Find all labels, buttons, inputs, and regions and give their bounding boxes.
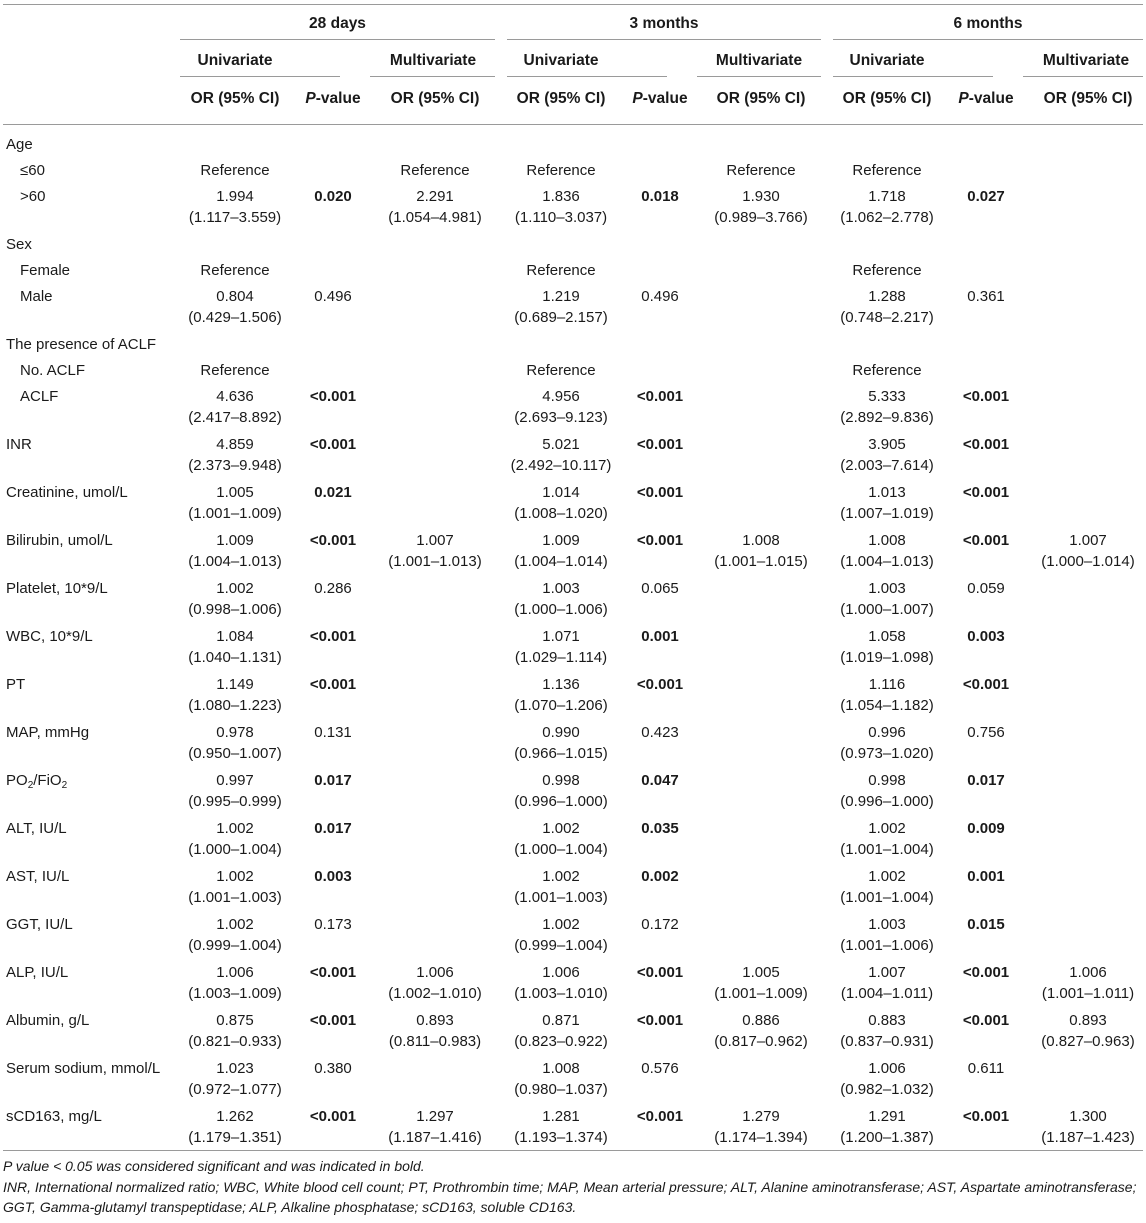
confidence-interval-multivariate: (0.817–0.962) bbox=[714, 1033, 808, 1050]
confidence-interval: (1.001–1.004) bbox=[840, 841, 934, 858]
row-label: Serum sodium, mmol/L bbox=[6, 1060, 161, 1077]
p-value-header: P-value bbox=[632, 90, 688, 107]
row-label: INR bbox=[6, 436, 32, 453]
p-value: 0.027 bbox=[967, 188, 1005, 205]
odds-ratio: 1.002 bbox=[542, 820, 580, 837]
confidence-interval: (1.179–1.351) bbox=[188, 1129, 282, 1146]
univariate-header: Univariate bbox=[523, 52, 599, 69]
multivariate-header: Multivariate bbox=[715, 52, 803, 69]
p-value: 0.017 bbox=[314, 772, 352, 789]
p-value: <0.001 bbox=[309, 964, 357, 981]
period-header: 28 days bbox=[309, 15, 366, 32]
p-value: <0.001 bbox=[636, 388, 684, 405]
p-value: <0.001 bbox=[309, 388, 357, 405]
confidence-interval: (1.200–1.387) bbox=[840, 1129, 934, 1146]
p-value: <0.001 bbox=[309, 436, 357, 453]
confidence-interval: (1.080–1.223) bbox=[188, 697, 282, 714]
odds-ratio: 1.006 bbox=[216, 964, 254, 981]
odds-ratio: 1.009 bbox=[542, 532, 580, 549]
row-label: Platelet, 10*9/L bbox=[6, 580, 108, 597]
confidence-interval-multivariate: (0.811–0.983) bbox=[388, 1033, 482, 1050]
multivariate-rule-0 bbox=[370, 76, 495, 77]
confidence-interval: (0.996–1.000) bbox=[514, 793, 608, 810]
row-label: No. ACLF bbox=[20, 362, 86, 379]
odds-ratio: 1.071 bbox=[542, 628, 580, 645]
odds-ratio-multivariate: 1.297 bbox=[416, 1108, 454, 1125]
confidence-interval: (0.973–1.020) bbox=[840, 745, 934, 762]
confidence-interval: (1.004–1.013) bbox=[840, 553, 934, 570]
period-rule-6m bbox=[833, 39, 1143, 40]
p-value: 0.059 bbox=[967, 580, 1005, 597]
confidence-interval: (1.008–1.020) bbox=[514, 505, 608, 522]
p-value: <0.001 bbox=[309, 1108, 357, 1125]
odds-ratio: 1.008 bbox=[542, 1060, 580, 1077]
confidence-interval-multivariate: (1.000–1.014) bbox=[1041, 553, 1135, 570]
p-value: 0.496 bbox=[314, 288, 352, 305]
odds-ratio: 4.636 bbox=[216, 388, 254, 405]
footnote-abbreviations-1: INR, International normalized ratio; WBC, White blood cell count; PT, Prothrombin time; MAP, Mean arterial pressure; ALT, Alanine aminotransferase; AST, Aspartate aminotransferase; bbox=[3, 1178, 1137, 1195]
odds-ratio: 4.956 bbox=[542, 388, 580, 405]
row-label: WBC, 10*9/L bbox=[6, 628, 93, 645]
p-value: 0.361 bbox=[967, 288, 1005, 305]
odds-ratio-multivariate: 0.893 bbox=[1069, 1012, 1107, 1029]
odds-ratio: 4.859 bbox=[216, 436, 254, 453]
confidence-interval-multivariate: (1.187–1.416) bbox=[388, 1129, 482, 1146]
p-value: <0.001 bbox=[962, 532, 1010, 549]
row-label: sCD163, mg/L bbox=[6, 1108, 102, 1125]
p-value: 0.002 bbox=[641, 868, 679, 885]
odds-ratio: 0.978 bbox=[216, 724, 254, 741]
or-ci-header: OR (95% CI) bbox=[190, 90, 280, 107]
p-value: 0.018 bbox=[641, 188, 679, 205]
p-value: 0.380 bbox=[314, 1060, 352, 1077]
confidence-interval: (2.417–8.892) bbox=[188, 409, 282, 426]
odds-ratio: 1.003 bbox=[868, 580, 906, 597]
confidence-interval: (0.837–0.931) bbox=[840, 1033, 934, 1050]
confidence-interval: (0.982–1.032) bbox=[840, 1081, 934, 1098]
odds-ratio: 1.994 bbox=[216, 188, 254, 205]
confidence-interval: (1.000–1.006) bbox=[514, 601, 608, 618]
odds-ratio: 1.718 bbox=[868, 188, 906, 205]
p-value-header: P-value bbox=[958, 90, 1014, 107]
odds-ratio-multivariate: 1.279 bbox=[742, 1108, 780, 1125]
confidence-interval: (2.693–9.123) bbox=[514, 409, 608, 426]
odds-ratio: 1.058 bbox=[868, 628, 906, 645]
confidence-interval: (1.070–1.206) bbox=[514, 697, 608, 714]
footnote-abbreviations-2: GGT, Gamma-glutamyl transpeptidase; ALP, Alkaline phosphatase; sCD163, soluble CD163. bbox=[3, 1199, 577, 1215]
row-group-label: The presence of ACLF bbox=[6, 336, 157, 353]
confidence-interval-multivariate: (1.001–1.015) bbox=[714, 553, 808, 570]
period-header: 3 months bbox=[629, 15, 699, 32]
odds-ratio: 1.003 bbox=[542, 580, 580, 597]
odds-ratio: 1.002 bbox=[868, 820, 906, 837]
confidence-interval-multivariate: (0.827–0.963) bbox=[1041, 1033, 1135, 1050]
odds-ratio: 1.002 bbox=[216, 580, 254, 597]
table-bottom-rule bbox=[3, 1150, 1143, 1151]
confidence-interval-multivariate: (1.002–1.010) bbox=[388, 985, 482, 1002]
odds-ratio: 1.006 bbox=[542, 964, 580, 981]
confidence-interval: (1.000–1.004) bbox=[514, 841, 608, 858]
confidence-interval: (0.823–0.922) bbox=[514, 1033, 608, 1050]
footnote-significance: P value < 0.05 was considered significant and was indicated in bold. bbox=[3, 1158, 425, 1174]
confidence-interval-multivariate: (1.001–1.009) bbox=[714, 985, 808, 1002]
odds-ratio: 1.281 bbox=[542, 1108, 580, 1125]
odds-ratio: 1.007 bbox=[868, 964, 906, 981]
p-value: <0.001 bbox=[636, 1108, 684, 1125]
odds-ratio: 1.149 bbox=[216, 676, 254, 693]
multivariate-rule-1 bbox=[697, 76, 821, 77]
univariate-header: Univariate bbox=[197, 52, 273, 69]
p-value: 0.172 bbox=[641, 916, 679, 933]
header-bottom-rule bbox=[3, 124, 1143, 125]
odds-ratio: 1.291 bbox=[868, 1108, 906, 1125]
confidence-interval: (1.193–1.374) bbox=[514, 1129, 608, 1146]
p-value: 0.001 bbox=[967, 868, 1005, 885]
p-value: 0.009 bbox=[967, 820, 1005, 837]
odds-ratio: 1.136 bbox=[542, 676, 580, 693]
odds-ratio: 1.116 bbox=[868, 676, 906, 693]
confidence-interval: (0.972–1.077) bbox=[188, 1081, 282, 1098]
or-reference: Reference bbox=[400, 162, 470, 179]
p-value: 0.017 bbox=[967, 772, 1005, 789]
row-label: Male bbox=[20, 288, 53, 305]
p-value: <0.001 bbox=[636, 436, 684, 453]
confidence-interval: (2.003–7.614) bbox=[840, 457, 934, 474]
odds-ratio: 1.006 bbox=[868, 1060, 906, 1077]
or-reference: Reference bbox=[852, 262, 922, 279]
p-value: <0.001 bbox=[309, 1012, 357, 1029]
row-label: PT bbox=[6, 676, 26, 693]
odds-ratio-multivariate: 1.006 bbox=[416, 964, 454, 981]
odds-ratio: 1.005 bbox=[216, 484, 254, 501]
odds-ratio: 1.002 bbox=[542, 916, 580, 933]
odds-ratio: 5.021 bbox=[542, 436, 580, 453]
confidence-interval: (1.007–1.019) bbox=[840, 505, 934, 522]
p-value: <0.001 bbox=[962, 436, 1010, 453]
confidence-interval: (1.019–1.098) bbox=[840, 649, 934, 666]
p-value: 0.131 bbox=[314, 724, 352, 741]
p-value: <0.001 bbox=[309, 628, 357, 645]
p-value: <0.001 bbox=[636, 964, 684, 981]
or-ci-header: OR (95% CI) bbox=[842, 90, 932, 107]
odds-ratio: 1.023 bbox=[216, 1060, 254, 1077]
row-label: ≤60 bbox=[20, 162, 45, 179]
p-value: 0.017 bbox=[314, 820, 352, 837]
odds-ratio-multivariate: 1.300 bbox=[1069, 1108, 1107, 1125]
odds-ratio: 1.002 bbox=[216, 820, 254, 837]
confidence-interval: (1.054–1.182) bbox=[840, 697, 934, 714]
multivariate-header: Multivariate bbox=[1042, 52, 1130, 69]
confidence-interval: (0.429–1.506) bbox=[188, 309, 282, 326]
confidence-interval: (1.001–1.006) bbox=[840, 937, 934, 954]
confidence-interval: (0.689–2.157) bbox=[514, 309, 608, 326]
confidence-interval: (1.003–1.010) bbox=[514, 985, 608, 1002]
confidence-interval: (1.062–2.778) bbox=[840, 209, 934, 226]
confidence-interval: (0.998–1.006) bbox=[188, 601, 282, 618]
p-value-header: P-value bbox=[305, 90, 361, 107]
odds-ratio: 0.998 bbox=[868, 772, 906, 789]
or-reference: Reference bbox=[726, 162, 796, 179]
confidence-interval-multivariate: (0.989–3.766) bbox=[714, 209, 808, 226]
p-value: 0.021 bbox=[314, 484, 352, 501]
confidence-interval-multivariate: (1.001–1.013) bbox=[388, 553, 482, 570]
odds-ratio-multivariate: 1.008 bbox=[742, 532, 780, 549]
or-reference: Reference bbox=[526, 362, 596, 379]
p-value: 0.001 bbox=[641, 628, 679, 645]
p-value: 0.611 bbox=[967, 1060, 1005, 1077]
row-label: ALT, IU/L bbox=[6, 820, 67, 837]
p-value: <0.001 bbox=[309, 532, 357, 549]
odds-ratio: 3.905 bbox=[868, 436, 906, 453]
or-ci-header: OR (95% CI) bbox=[516, 90, 606, 107]
multivariate-rule-2 bbox=[1023, 76, 1143, 77]
row-label: $PO_2/FiO_2$ bbox=[6, 772, 68, 791]
row-label: ALP, IU/L bbox=[6, 964, 69, 981]
odds-ratio: 1.009 bbox=[216, 532, 254, 549]
odds-ratio: 1.002 bbox=[216, 868, 254, 885]
confidence-interval: (0.950–1.007) bbox=[188, 745, 282, 762]
odds-ratio: 0.875 bbox=[216, 1012, 254, 1029]
or-reference: Reference bbox=[526, 262, 596, 279]
odds-ratio-multivariate: 0.886 bbox=[742, 1012, 780, 1029]
confidence-interval: (0.995–0.999) bbox=[188, 793, 282, 810]
p-value: 0.173 bbox=[314, 916, 352, 933]
p-value: <0.001 bbox=[636, 484, 684, 501]
p-value: <0.001 bbox=[309, 676, 357, 693]
p-value: 0.035 bbox=[641, 820, 679, 837]
univariate-rule-1 bbox=[507, 76, 667, 77]
confidence-interval: (1.000–1.004) bbox=[188, 841, 282, 858]
odds-ratio-multivariate: 1.930 bbox=[742, 188, 780, 205]
odds-ratio: 0.998 bbox=[542, 772, 580, 789]
univariate-rule-2 bbox=[833, 76, 993, 77]
p-value: <0.001 bbox=[962, 964, 1010, 981]
or-reference: Reference bbox=[852, 162, 922, 179]
p-value: <0.001 bbox=[962, 1108, 1010, 1125]
odds-ratio: 5.333 bbox=[868, 388, 906, 405]
or-ci-header: OR (95% CI) bbox=[1043, 90, 1133, 107]
confidence-interval: (2.892–9.836) bbox=[840, 409, 934, 426]
odds-ratio-multivariate: 1.007 bbox=[416, 532, 454, 549]
p-value: <0.001 bbox=[636, 532, 684, 549]
p-value: 0.020 bbox=[314, 188, 352, 205]
confidence-interval: (0.748–2.217) bbox=[840, 309, 934, 326]
table-top-rule bbox=[3, 4, 1143, 5]
or-reference: Reference bbox=[200, 162, 270, 179]
or-reference: Reference bbox=[852, 362, 922, 379]
confidence-interval: (1.001–1.003) bbox=[514, 889, 608, 906]
confidence-interval: (0.980–1.037) bbox=[514, 1081, 608, 1098]
or-reference: Reference bbox=[200, 362, 270, 379]
p-value: 0.047 bbox=[641, 772, 679, 789]
p-value: 0.496 bbox=[641, 288, 679, 305]
confidence-interval: (1.001–1.004) bbox=[840, 889, 934, 906]
confidence-interval: (1.040–1.131) bbox=[188, 649, 282, 666]
period-rule-3m bbox=[507, 39, 821, 40]
confidence-interval-multivariate: (1.174–1.394) bbox=[714, 1129, 808, 1146]
confidence-interval: (2.373–9.948) bbox=[188, 457, 282, 474]
p-value: 0.003 bbox=[314, 868, 352, 885]
odds-ratio: 1.288 bbox=[868, 288, 906, 305]
row-label: Albumin, g/L bbox=[6, 1012, 90, 1029]
or-reference: Reference bbox=[526, 162, 596, 179]
confidence-interval-multivariate: (1.054–4.981) bbox=[388, 209, 482, 226]
confidence-interval: (1.004–1.013) bbox=[188, 553, 282, 570]
odds-ratio: 1.003 bbox=[868, 916, 906, 933]
confidence-interval: (1.001–1.003) bbox=[188, 889, 282, 906]
confidence-interval: (1.004–1.014) bbox=[514, 553, 608, 570]
confidence-interval: (0.966–1.015) bbox=[514, 745, 608, 762]
odds-ratio-multivariate: 1.005 bbox=[742, 964, 780, 981]
p-value: <0.001 bbox=[962, 388, 1010, 405]
univariate-header: Univariate bbox=[849, 52, 925, 69]
row-label: >60 bbox=[20, 188, 46, 205]
row-group-label: Age bbox=[6, 136, 33, 153]
odds-ratio: 1.014 bbox=[542, 484, 580, 501]
row-label: MAP, mmHg bbox=[6, 724, 90, 741]
or-ci-header: OR (95% CI) bbox=[390, 90, 480, 107]
confidence-interval: (1.001–1.009) bbox=[188, 505, 282, 522]
confidence-interval: (1.029–1.114) bbox=[514, 649, 608, 666]
p-value: <0.001 bbox=[962, 484, 1010, 501]
p-value: 0.576 bbox=[641, 1060, 679, 1077]
confidence-interval: (0.996–1.000) bbox=[840, 793, 934, 810]
confidence-interval: (1.000–1.007) bbox=[840, 601, 934, 618]
confidence-interval: (1.003–1.009) bbox=[188, 985, 282, 1002]
row-group-label: Sex bbox=[6, 236, 32, 253]
odds-ratio: 1.836 bbox=[542, 188, 580, 205]
odds-ratio: 0.996 bbox=[868, 724, 906, 741]
row-label: GGT, IU/L bbox=[6, 916, 73, 933]
odds-ratio: 1.084 bbox=[216, 628, 254, 645]
p-value: <0.001 bbox=[962, 676, 1010, 693]
confidence-interval: (0.821–0.933) bbox=[188, 1033, 282, 1050]
confidence-interval: (1.004–1.011) bbox=[840, 985, 934, 1002]
odds-ratio: 0.871 bbox=[542, 1012, 580, 1029]
row-label: AST, IU/L bbox=[6, 868, 70, 885]
row-label: ACLF bbox=[20, 388, 59, 405]
multivariate-header: Multivariate bbox=[389, 52, 477, 69]
odds-ratio: 1.013 bbox=[868, 484, 906, 501]
odds-ratio: 1.262 bbox=[216, 1108, 254, 1125]
period-rule-28d bbox=[180, 39, 495, 40]
odds-ratio: 1.002 bbox=[868, 868, 906, 885]
row-label: Creatinine, umol/L bbox=[6, 484, 128, 501]
period-header: 6 months bbox=[953, 15, 1023, 32]
odds-ratio: 0.883 bbox=[868, 1012, 906, 1029]
univariate-rule-0 bbox=[180, 76, 340, 77]
row-label: Bilirubin, umol/L bbox=[6, 532, 113, 549]
odds-ratio: 1.219 bbox=[542, 288, 580, 305]
p-value: 0.065 bbox=[641, 580, 679, 597]
row-label: Female bbox=[20, 262, 71, 279]
p-value: <0.001 bbox=[636, 676, 684, 693]
p-value: 0.015 bbox=[967, 916, 1005, 933]
odds-ratio-multivariate: 1.006 bbox=[1069, 964, 1107, 981]
confidence-interval: (0.999–1.004) bbox=[188, 937, 282, 954]
confidence-interval-multivariate: (1.001–1.011) bbox=[1041, 985, 1135, 1002]
p-value: 0.286 bbox=[314, 580, 352, 597]
odds-ratio: 0.804 bbox=[216, 288, 254, 305]
p-value: <0.001 bbox=[636, 1012, 684, 1029]
or-ci-header: OR (95% CI) bbox=[716, 90, 806, 107]
confidence-interval: (1.117–3.559) bbox=[188, 209, 282, 226]
odds-ratio-multivariate: 2.291 bbox=[416, 188, 454, 205]
or-reference: Reference bbox=[200, 262, 270, 279]
odds-ratio-multivariate: 0.893 bbox=[416, 1012, 454, 1029]
odds-ratio: 1.008 bbox=[868, 532, 906, 549]
odds-ratio-multivariate: 1.007 bbox=[1069, 532, 1107, 549]
confidence-interval: (1.110–3.037) bbox=[514, 209, 608, 226]
p-value: 0.003 bbox=[967, 628, 1005, 645]
odds-ratio: 0.997 bbox=[216, 772, 254, 789]
odds-ratio: 1.002 bbox=[542, 868, 580, 885]
table-footnotes bbox=[3, 1156, 1143, 1218]
confidence-interval-multivariate: (1.187–1.423) bbox=[1041, 1129, 1135, 1146]
odds-ratio: 0.990 bbox=[542, 724, 580, 741]
p-value: 0.756 bbox=[967, 724, 1005, 741]
p-value: <0.001 bbox=[962, 1012, 1010, 1029]
confidence-interval: (2.492–10.117) bbox=[510, 457, 612, 474]
p-value: 0.423 bbox=[641, 724, 679, 741]
odds-ratio: 1.002 bbox=[216, 916, 254, 933]
confidence-interval: (0.999–1.004) bbox=[514, 937, 608, 954]
